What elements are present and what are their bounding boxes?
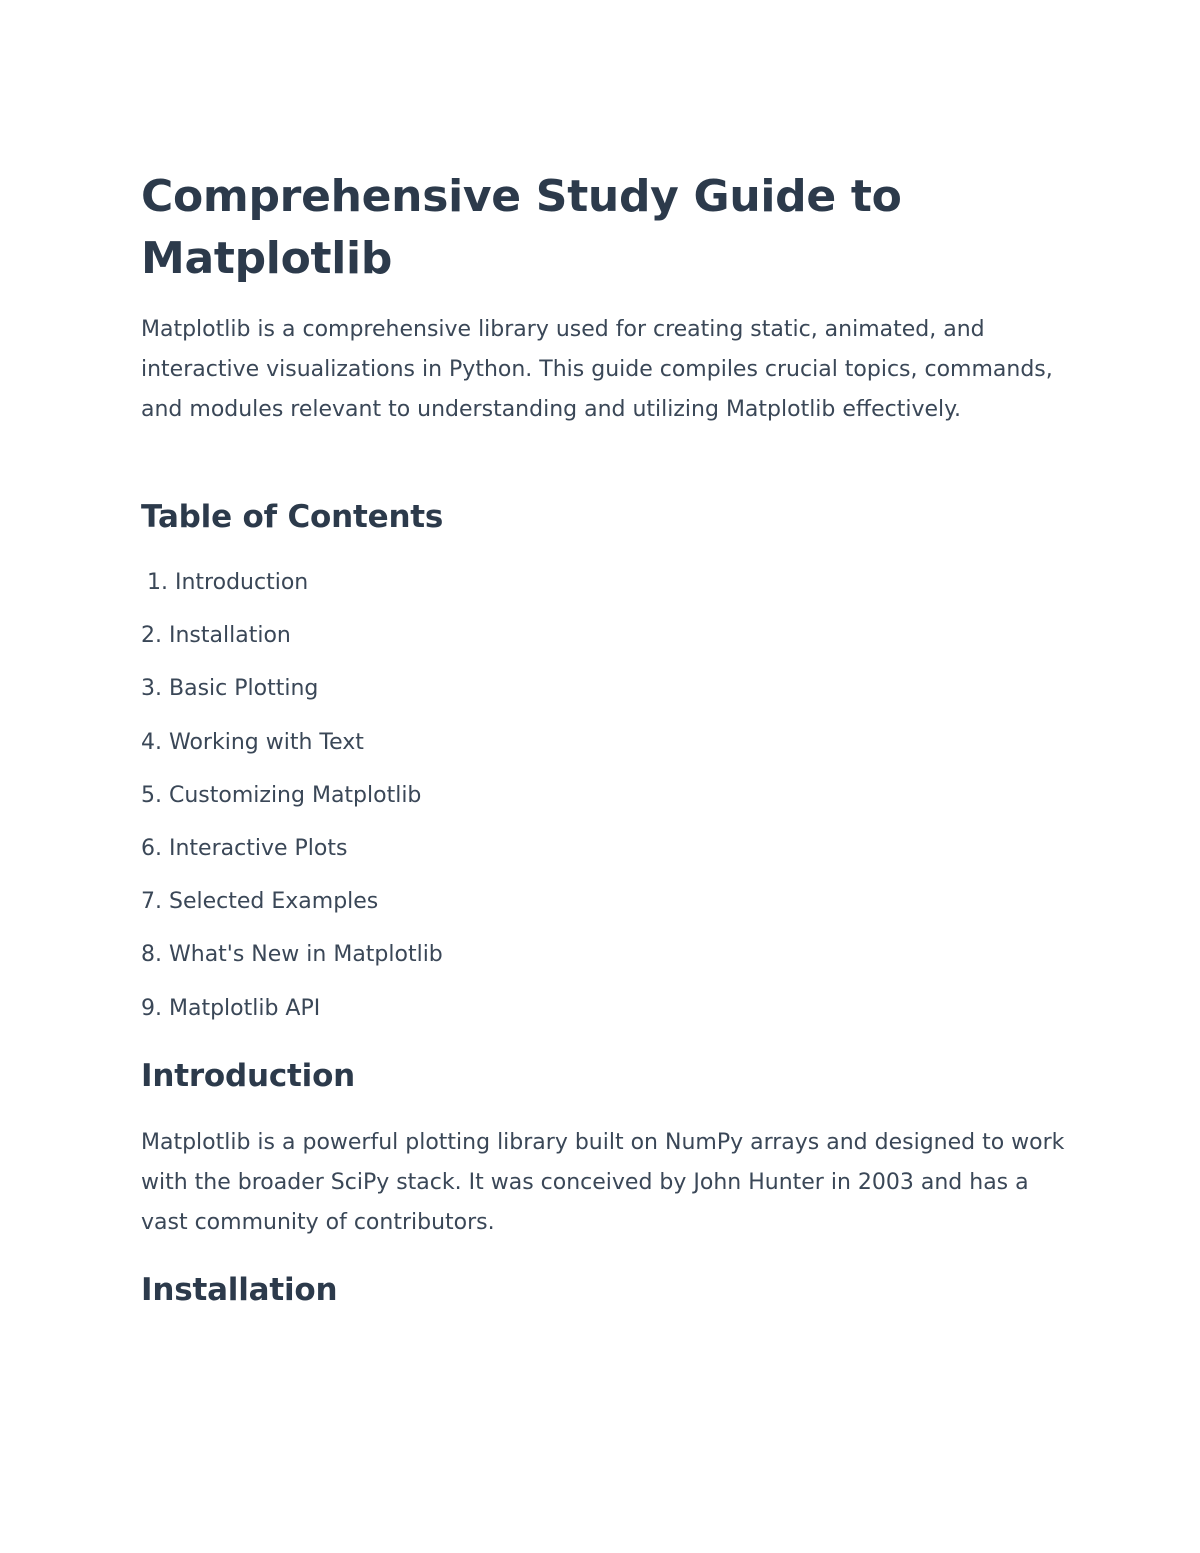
- table-of-contents: [141, 563, 443, 1042]
- toc-item-label: Selected Examples: [169, 889, 379, 915]
- toc-item-basic-plotting: [141, 669, 443, 722]
- toc-item-introduction: [141, 563, 443, 616]
- installation-heading: Installation: [141, 1272, 338, 1308]
- toc-item-matplotlib-api: [141, 989, 443, 1042]
- toc-item-number: 9.: [141, 995, 162, 1021]
- toc-item-label: Customizing Matplotlib: [169, 782, 422, 808]
- toc-item-number: 1.: [147, 570, 168, 595]
- introduction-paragraph: Matplotlib is a powerful plotting library built on NumPy arrays and designed to work with the broader SciPy stack. It was conceived by John Hunter in 2003 and has a vast community of contributors.: [141, 1130, 1065, 1235]
- toc-item-number: 2.: [141, 623, 162, 649]
- toc-item-selected-examples: [141, 882, 443, 935]
- toc-item-customizing-matplotlib: [141, 776, 443, 829]
- toc-item-label: Installation: [169, 623, 291, 649]
- toc-item-working-with-text: [141, 723, 443, 776]
- toc-heading: Table of Contents: [141, 499, 444, 535]
- toc-item-interactive-plots: [141, 829, 443, 882]
- toc-item-label: Working with Text: [169, 729, 364, 755]
- toc-item-label: Interactive Plots: [169, 835, 348, 861]
- toc-item-number: 4.: [141, 729, 162, 755]
- toc-item-number: 5.: [141, 782, 162, 808]
- toc-item-label: Basic Plotting: [169, 676, 319, 702]
- toc-item-label: Introduction: [175, 570, 309, 595]
- toc-item-number: 8.: [141, 942, 162, 968]
- introduction-heading: Introduction: [141, 1058, 356, 1094]
- intro-paragraph: Matplotlib is a comprehensive library used for creating static, animated, and interactive visualizations in Python. This guide compiles crucial topics, commands, and modules relevant to understanding and utilizing Matplotlib effectively.: [141, 317, 1053, 422]
- toc-item-number: 3.: [141, 676, 162, 702]
- toc-item-whats-new: [141, 935, 443, 988]
- toc-item-label: What's New in Matplotlib: [169, 942, 443, 968]
- page-title: Comprehensive Study Guide to Matplotlib: [141, 171, 902, 284]
- toc-item-label: Matplotlib API: [169, 995, 321, 1021]
- toc-item-number: 7.: [141, 889, 162, 915]
- toc-item-number: 6.: [141, 835, 162, 861]
- toc-item-installation: [141, 616, 443, 669]
